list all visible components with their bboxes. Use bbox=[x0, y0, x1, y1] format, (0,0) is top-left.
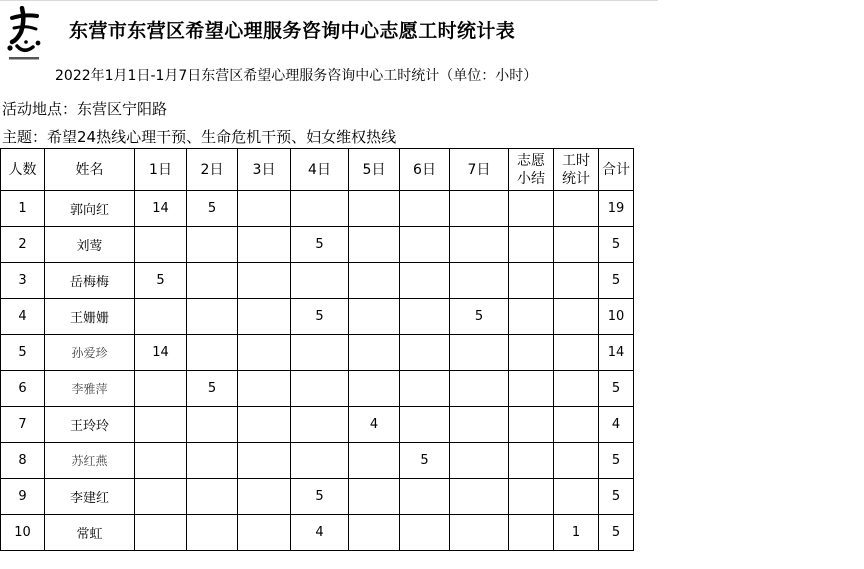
top-border-line bbox=[0, 0, 658, 1]
cell-total: 14 bbox=[599, 335, 634, 371]
cell-day-7 bbox=[450, 443, 509, 479]
cell-day-4: 5 bbox=[291, 227, 349, 263]
cell-total: 19 bbox=[599, 191, 634, 227]
header-day-1: 1日 bbox=[135, 149, 187, 191]
cell-day-3 bbox=[238, 299, 291, 335]
cell-day-7 bbox=[450, 515, 509, 551]
cell-name: 李建红 bbox=[45, 479, 135, 515]
cell-day-4 bbox=[291, 371, 349, 407]
cell-volunteer-summary bbox=[509, 263, 554, 299]
cell-day-1 bbox=[135, 515, 187, 551]
cell-name: 王姗姗 bbox=[45, 299, 135, 335]
cell-day-6 bbox=[400, 335, 450, 371]
cell-volunteer-summary bbox=[509, 443, 554, 479]
header-day-7: 7日 bbox=[450, 149, 509, 191]
cell-day-5 bbox=[349, 479, 400, 515]
cell-day-4 bbox=[291, 407, 349, 443]
cell-day-6 bbox=[400, 227, 450, 263]
cell-day-1 bbox=[135, 443, 187, 479]
cell-day-6 bbox=[400, 299, 450, 335]
table-row bbox=[1, 335, 634, 371]
cell-day-6 bbox=[400, 407, 450, 443]
cell-day-1 bbox=[135, 227, 187, 263]
cell-day-3 bbox=[238, 479, 291, 515]
cell-total: 5 bbox=[599, 515, 634, 551]
cell-volunteer-summary bbox=[509, 227, 554, 263]
header-count: 人数 bbox=[1, 149, 45, 191]
cell-day-3 bbox=[238, 335, 291, 371]
activity-location: 活动地点：东营区宁阳路 bbox=[2, 100, 168, 118]
cell-day-7 bbox=[450, 407, 509, 443]
cell-count: 10 bbox=[1, 515, 45, 551]
header-total: 合计 bbox=[599, 149, 634, 191]
cell-count: 4 bbox=[1, 299, 45, 335]
cell-count: 8 bbox=[1, 443, 45, 479]
cell-day-5 bbox=[349, 191, 400, 227]
cell-total: 4 bbox=[599, 407, 634, 443]
cell-day-6 bbox=[400, 479, 450, 515]
cell-count: 1 bbox=[1, 191, 45, 227]
cell-volunteer-summary bbox=[509, 191, 554, 227]
cell-day-2: 5 bbox=[187, 191, 238, 227]
cell-hours-stat bbox=[554, 443, 599, 479]
table-row bbox=[1, 407, 634, 443]
cell-day-7 bbox=[450, 335, 509, 371]
cell-day-2 bbox=[187, 479, 238, 515]
cell-day-4: 5 bbox=[291, 299, 349, 335]
cell-day-1: 14 bbox=[135, 191, 187, 227]
cell-day-4: 4 bbox=[291, 515, 349, 551]
cell-day-7 bbox=[450, 263, 509, 299]
cell-day-1: 5 bbox=[135, 263, 187, 299]
cell-volunteer-summary bbox=[509, 335, 554, 371]
cell-hours-stat bbox=[554, 263, 599, 299]
cell-day-2 bbox=[187, 263, 238, 299]
cell-hours-stat bbox=[554, 335, 599, 371]
table-row bbox=[1, 515, 634, 551]
cell-day-5 bbox=[349, 443, 400, 479]
cell-day-7 bbox=[450, 371, 509, 407]
header-day-6: 6日 bbox=[400, 149, 450, 191]
table-row bbox=[1, 263, 634, 299]
cell-day-1 bbox=[135, 371, 187, 407]
cell-total: 10 bbox=[599, 299, 634, 335]
cell-day-7 bbox=[450, 191, 509, 227]
cell-day-5 bbox=[349, 263, 400, 299]
cell-hours-stat bbox=[554, 299, 599, 335]
cell-total: 5 bbox=[599, 371, 634, 407]
cell-count: 7 bbox=[1, 407, 45, 443]
cell-volunteer-summary bbox=[509, 371, 554, 407]
header-name: 姓名 bbox=[45, 149, 135, 191]
cell-total: 5 bbox=[599, 227, 634, 263]
table-row bbox=[1, 443, 634, 479]
cell-day-7: 5 bbox=[450, 299, 509, 335]
cell-hours-stat bbox=[554, 479, 599, 515]
cell-day-2: 5 bbox=[187, 371, 238, 407]
cell-hours-stat bbox=[554, 407, 599, 443]
table-row bbox=[1, 479, 634, 515]
cell-day-2 bbox=[187, 515, 238, 551]
cell-day-2 bbox=[187, 407, 238, 443]
cell-volunteer-summary bbox=[509, 479, 554, 515]
header-day-4: 4日 bbox=[291, 149, 349, 191]
cell-day-4 bbox=[291, 263, 349, 299]
cell-name: 常虹 bbox=[45, 515, 135, 551]
cell-volunteer-summary bbox=[509, 515, 554, 551]
cell-day-2 bbox=[187, 443, 238, 479]
cell-count: 6 bbox=[1, 371, 45, 407]
cell-count: 2 bbox=[1, 227, 45, 263]
cell-hours-stat: 1 bbox=[554, 515, 599, 551]
header-day-2: 2日 bbox=[187, 149, 238, 191]
cell-total: 5 bbox=[599, 443, 634, 479]
cell-day-2 bbox=[187, 335, 238, 371]
header-day-3: 3日 bbox=[238, 149, 291, 191]
cell-day-5 bbox=[349, 371, 400, 407]
cell-name: 岳梅梅 bbox=[45, 263, 135, 299]
table-row bbox=[1, 371, 634, 407]
cell-day-2 bbox=[187, 299, 238, 335]
cell-name: 王玲玲 bbox=[45, 407, 135, 443]
volunteer-hours-table bbox=[0, 148, 634, 551]
cell-count: 3 bbox=[1, 263, 45, 299]
cell-count: 5 bbox=[1, 335, 45, 371]
cell-day-3 bbox=[238, 443, 291, 479]
cell-day-3 bbox=[238, 515, 291, 551]
cell-day-5 bbox=[349, 299, 400, 335]
cell-day-6: 5 bbox=[400, 443, 450, 479]
cell-volunteer-summary bbox=[509, 407, 554, 443]
cell-day-3 bbox=[238, 191, 291, 227]
header-volunteer-summary: 志愿 小结 bbox=[509, 149, 554, 191]
table-row bbox=[1, 191, 634, 227]
cell-day-1 bbox=[135, 479, 187, 515]
cell-day-2 bbox=[187, 227, 238, 263]
cell-name: 李雅萍 bbox=[45, 371, 135, 407]
cell-name: 郭向红 bbox=[45, 191, 135, 227]
cell-day-3 bbox=[238, 371, 291, 407]
cell-hours-stat bbox=[554, 227, 599, 263]
header-hours-stat: 工时 统计 bbox=[554, 149, 599, 191]
cell-day-1 bbox=[135, 299, 187, 335]
activity-topic: 主题：希望24热线心理干预、生命危机干预、妇女维权热线 bbox=[2, 128, 397, 146]
cell-name: 苏红燕 bbox=[45, 443, 135, 479]
cell-name: 孙爱珍 bbox=[45, 335, 135, 371]
page-title: 东营市东营区希望心理服务咨询中心志愿工时统计表 bbox=[69, 20, 516, 42]
cell-total: 5 bbox=[599, 263, 634, 299]
cell-day-6 bbox=[400, 263, 450, 299]
cell-hours-stat bbox=[554, 191, 599, 227]
cell-name: 刘莺 bbox=[45, 227, 135, 263]
cell-volunteer-summary bbox=[509, 299, 554, 335]
cell-day-4 bbox=[291, 443, 349, 479]
cell-day-3 bbox=[238, 227, 291, 263]
cell-day-5 bbox=[349, 335, 400, 371]
table-row bbox=[1, 299, 634, 335]
cell-day-4: 5 bbox=[291, 479, 349, 515]
header-day-5: 5日 bbox=[349, 149, 400, 191]
table-header-row bbox=[1, 149, 634, 191]
cell-day-1 bbox=[135, 407, 187, 443]
cell-count: 9 bbox=[1, 479, 45, 515]
period-subtitle: 2022年1月1日-1月7日东营区希望心理服务咨询中心工时统计（单位：小时） bbox=[55, 68, 538, 84]
cell-day-4 bbox=[291, 335, 349, 371]
cell-day-7 bbox=[450, 479, 509, 515]
cell-day-3 bbox=[238, 407, 291, 443]
cell-day-6 bbox=[400, 191, 450, 227]
cell-day-3 bbox=[238, 263, 291, 299]
cell-day-6 bbox=[400, 371, 450, 407]
cell-day-7 bbox=[450, 227, 509, 263]
table-body bbox=[1, 191, 634, 551]
cell-hours-stat bbox=[554, 371, 599, 407]
cell-day-5: 4 bbox=[349, 407, 400, 443]
table-row bbox=[1, 227, 634, 263]
cell-total: 5 bbox=[599, 479, 634, 515]
cell-day-1: 14 bbox=[135, 335, 187, 371]
cell-day-4 bbox=[291, 191, 349, 227]
cell-day-6 bbox=[400, 515, 450, 551]
cell-day-5 bbox=[349, 227, 400, 263]
cell-day-5 bbox=[349, 515, 400, 551]
volunteer-logo bbox=[4, 6, 44, 62]
